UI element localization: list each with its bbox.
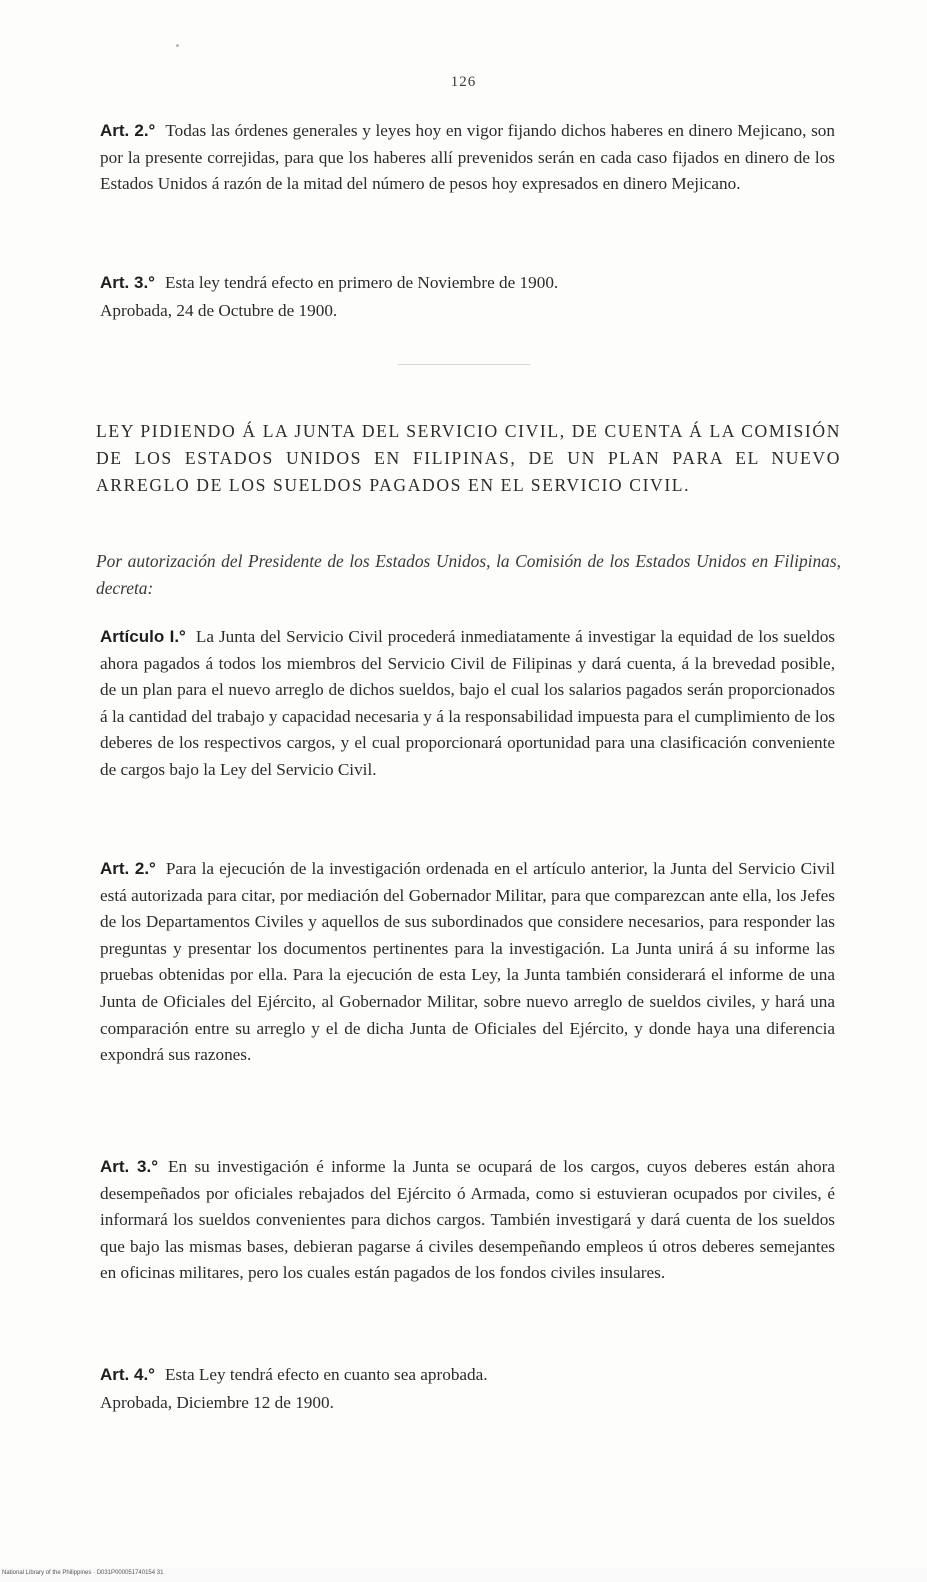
previous-art-2: [100, 118, 835, 198]
section-divider: [398, 364, 530, 365]
previous-approval: [100, 298, 835, 325]
page-number: 126: [450, 74, 477, 90]
article-text: La Junta del Servicio Civil procederá inmediatamente á investigar la equidad de los sueldos ahora pagados á todos los miembros del Servicio Civil de Filipinas y dará cuenta, á la brevedad posible, de un plan para el nuevo arreglo de dichos sueldos, bajo el cual los salarios pagados serán proporcionados á la cantidad del trabajo y capacidad necesaria y á la responsabilidad impuesta para el cumplimiento de los deberes de los respectivos cargos, y el cual proporcionará oportunidad para una clasificación conveniente de cargos bajo la Ley del Servicio Civil.: [100, 627, 835, 779]
law-title: [96, 418, 841, 499]
approval-date: Aprobada, Diciembre 12 de 1900.: [100, 1393, 334, 1412]
article-text: En su investigación é informe la Junta se ocupará de los cargos, cuyos deberes están ahora desempeñados por oficiales rebajados del Ejército ó Armada, como si estuvieran ocupados por civiles, é informará los sueldos convenientes para dichos cargos. También investigará y dará cuenta de los sueldos que bajo las mismas bases, debieran pagarse á civiles desempeñando empleos ú otros deberes semejantes en oficinas militares, pero los cuales están pagados de los fondos civiles insulares.: [100, 1157, 836, 1283]
article-label: Art. 3.°: [100, 273, 155, 292]
preamble-text: Por autorización del Presidente de los Estados Unidos, la Comisión de los Estados Unidos en Filipinas, decreta:: [96, 551, 841, 598]
new-art-3: [100, 1154, 835, 1287]
new-art-1: [100, 624, 835, 784]
scan-speck: [176, 44, 179, 47]
article-text: Esta Ley tendrá efecto en cuanto sea aprobada.: [164, 1365, 488, 1384]
article-label: Art. 3.°: [100, 1157, 159, 1176]
article-label: Art. 2.°: [100, 121, 156, 140]
previous-art-3: [100, 270, 835, 297]
new-art-4: [100, 1362, 835, 1389]
article-text: Esta ley tendrá efecto en primero de Noviembre de 1900.: [164, 273, 559, 292]
law-title-text: LEY PIDIENDO Á LA JUNTA DEL SERVICIO CIVIL, DE CUENTA Á LA COMISIÓN DE LOS ESTADOS UNIDOS EN FILIPINAS, DE UN PLAN PARA EL NUEVO ARREGLO DE LOS SUELDOS PAGADOS EN EL SERVICIO CIVIL.: [96, 421, 841, 495]
source-footer: National Library of the Philippines · D031P000051740154 31: [2, 1570, 164, 1576]
new-art-2: [100, 856, 835, 1069]
article-label: Art. 2.°: [100, 859, 156, 878]
new-approval: [100, 1390, 835, 1417]
article-label: Artículo I.°: [100, 627, 186, 646]
article-label: Art. 4.°: [100, 1365, 155, 1384]
article-text: Todas las órdenes generales y leyes hoy en vigor fijando dichos haberes en dinero Mejicano, son por la presente correjidas, para que los haberes allí prevenidos serán en cada caso fijados en dinero de los Estados Unidos á razón de la mitad del número de pesos hoy expresados en dinero Mejicano.: [100, 121, 835, 194]
approval-date: Aprobada, 24 de Octubre de 1900.: [100, 301, 338, 320]
article-text: Para la ejecución de la investigación ordenada en el artículo anterior, la Junta del Servicio Civil está autorizada para citar, por mediación del Gobernador Militar, para que comparezcan ante ella, los Jefes de los Departamentos Civiles y aquellos de sus subordinados que considere necesarios, para responder las preguntas y presentar los documentos pertinentes para la investigación. La Junta unirá á su informe las pruebas obtenidas por ella. Para la ejecución de esta Ley, la Junta también considerará el informe de una Junta de Oficiales del Ejército, al Gobernador Militar, sobre nuevo arreglo de sueldos civiles, y hará una comparación entre su arreglo y el de dicha Junta de Oficiales del Ejército, y donde haya una diferencia expondrá sus razones.: [100, 859, 835, 1065]
law-preamble: [96, 548, 841, 602]
